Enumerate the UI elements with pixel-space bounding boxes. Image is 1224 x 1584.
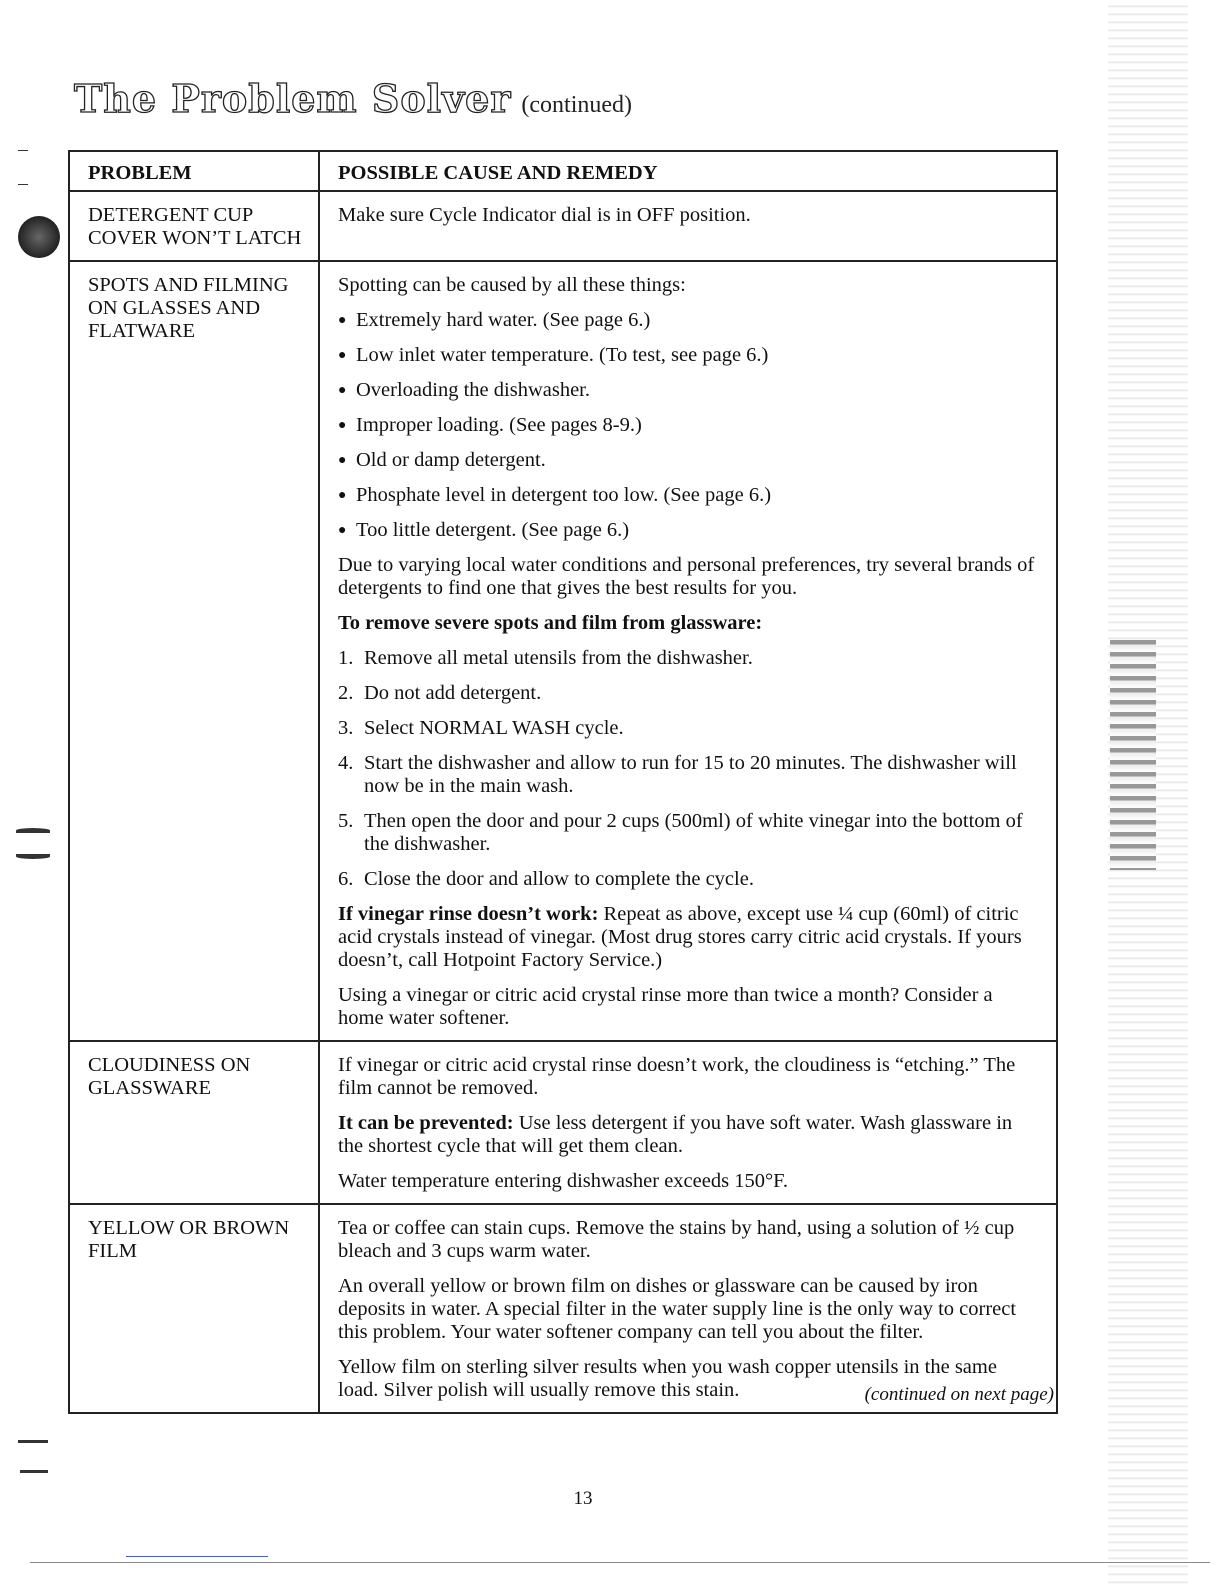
table-row <box>69 191 1057 261</box>
bullet-text: Overloading the dishwasher. <box>356 379 590 401</box>
step-number: 5. <box>338 810 354 832</box>
bullet-dot-icon: ● <box>338 383 347 398</box>
problem-line: FLATWARE <box>88 320 196 342</box>
scan-edge-artifact <box>1108 0 1188 1584</box>
bullet-dot-icon: ● <box>338 313 347 328</box>
step-text: Do not add detergent. <box>364 682 542 704</box>
remedy-bold-label: It can be prevented: <box>338 1112 514 1134</box>
problem-line: SPOTS AND FILMING <box>88 274 289 296</box>
bullet-text: Old or damp detergent. <box>356 449 546 471</box>
problem-cell <box>69 1204 319 1413</box>
margin-mark <box>16 854 50 859</box>
remedy-text: Tea or coffee can stain cups. Remove the stains by hand, using a solution of ½ cup bleach and 3 cups warm water. <box>338 1217 1015 1262</box>
step-item <box>338 717 1042 740</box>
remedy-subheading: To remove severe spots and film from glassware: <box>338 612 763 634</box>
bullet-item <box>338 519 1042 542</box>
page-title-suffix: (continued) <box>521 92 632 118</box>
remedy-inline-text: Repeat as above, except use ¼ cup (60ml) of citric acid crystals instead of vinegar. (Most drug stores carry citric acid crystals. If yours doesn’t, call Hotpoint Factory Service.) <box>338 903 1022 971</box>
remedy-intro: Spotting can be caused by all these things: <box>338 274 686 296</box>
step-text: Close the door and allow to complete the cycle. <box>364 868 754 890</box>
step-number: 4. <box>338 752 354 774</box>
page-title-main: The Problem Solver <box>74 76 512 121</box>
scan-edge-dark-block <box>1110 640 1156 870</box>
step-item <box>338 868 1042 891</box>
problem-line: FILM <box>88 1240 137 1262</box>
binder-hole <box>18 216 60 258</box>
step-text: Start the dishwasher and allow to run for 15 to 20 minutes. The dishwasher will now be in the main wash. <box>364 752 1017 797</box>
margin-mark <box>18 1440 48 1443</box>
step-number: 3. <box>338 717 354 739</box>
step-number: 6. <box>338 868 354 890</box>
step-item <box>338 752 1042 798</box>
remedy-text: Yellow film on sterling silver results when you wash copper utensils in the same load. Silver polish will usually remove this stain. <box>338 1356 997 1401</box>
bullet-text: Low inlet water temperature. (To test, see page 6.) <box>356 344 769 366</box>
bullet-dot-icon: ● <box>338 348 347 363</box>
remedy-cell <box>319 1041 1057 1204</box>
problem-line: ON GLASSES AND <box>88 297 260 319</box>
page-bottom-blue-rule <box>126 1556 268 1557</box>
problem-cell <box>69 261 319 1041</box>
bullet-dot-icon: ● <box>338 418 347 433</box>
bullet-item <box>338 309 1042 332</box>
margin-mark <box>18 150 28 151</box>
remedy-text: Using a vinegar or citric acid crystal rinse more than twice a month? Consider a home water softener. <box>338 984 993 1029</box>
remedy-cell <box>319 191 1057 261</box>
column-header-problem: PROBLEM <box>69 151 319 191</box>
step-item <box>338 810 1042 856</box>
bullet-text: Too little detergent. (See page 6.) <box>356 519 630 541</box>
remedy-text: Make sure Cycle Indicator dial is in OFF position. <box>338 204 751 226</box>
problem-cell <box>69 1041 319 1204</box>
bullet-text: Improper loading. (See pages 8-9.) <box>356 414 642 436</box>
column-header-remedy: POSSIBLE CAUSE AND REMEDY <box>319 151 1057 191</box>
problem-cell <box>69 191 319 261</box>
margin-mark <box>16 828 50 833</box>
bullet-text: Phosphate level in detergent too low. (See page 6.) <box>356 484 772 506</box>
problem-line: YELLOW OR BROWN <box>88 1217 290 1239</box>
problem-line: DETERGENT CUP <box>88 204 254 226</box>
remedy-cell <box>319 261 1057 1041</box>
bullet-item <box>338 449 1042 472</box>
margin-mark <box>18 184 28 185</box>
step-item <box>338 647 1042 670</box>
remedy-text: An overall yellow or brown film on dishes or glassware can be caused by iron deposits in water. A special filter in the water supply line is the only way to correct this problem. Your water softener company can tell you about the filter. <box>338 1275 1017 1343</box>
bullet-item <box>338 344 1042 367</box>
step-item <box>338 682 1042 705</box>
table-row <box>69 261 1057 1041</box>
step-text: Then open the door and pour 2 cups (500ml) of white vinegar into the bottom of the dishwasher. <box>364 810 1023 855</box>
step-number: 2. <box>338 682 354 704</box>
table-header-row <box>69 151 1057 191</box>
bullet-dot-icon: ● <box>338 488 347 503</box>
problem-line: GLASSWARE <box>88 1077 212 1099</box>
remedy-text <box>338 1112 1042 1158</box>
table-row <box>69 1204 1057 1413</box>
bullet-item <box>338 414 1042 437</box>
problem-line: CLOUDINESS ON <box>88 1054 251 1076</box>
problem-solver-table <box>68 150 1058 1414</box>
bullet-dot-icon: ● <box>338 523 347 538</box>
remedy-bold-label: If vinegar rinse doesn’t work: <box>338 903 599 925</box>
bullet-text: Extremely hard water. (See page 6.) <box>356 309 651 331</box>
remedy-text: If vinegar or citric acid crystal rinse doesn’t work, the cloudiness is “etching.” The film cannot be removed. <box>338 1054 1016 1099</box>
table-row <box>69 1041 1057 1204</box>
remedy-text <box>338 903 1042 972</box>
bullet-item <box>338 484 1042 507</box>
step-text: Remove all metal utensils from the dishwasher. <box>364 647 753 669</box>
problem-line: COVER WON’T LATCH <box>88 227 302 249</box>
page-bottom-rule <box>30 1562 1210 1563</box>
bullet-item <box>338 379 1042 402</box>
remedy-cell <box>319 1204 1057 1413</box>
remedy-text: Due to varying local water conditions and personal preferences, try several brands of detergents to find one that gives the best results for you. <box>338 554 1035 599</box>
margin-mark <box>20 1470 48 1473</box>
page-title <box>74 76 632 122</box>
continued-note: (continued on next page) <box>864 1384 1054 1405</box>
step-text: Select NORMAL WASH cycle. <box>364 717 624 739</box>
step-number: 1. <box>338 647 354 669</box>
remedy-text: Water temperature entering dishwasher exceeds 150°F. <box>338 1170 789 1192</box>
remedy-inline-text: Use less detergent if you have soft water. Wash glassware in the shortest cycle that will get them clean. <box>338 1112 1013 1157</box>
bullet-dot-icon: ● <box>338 453 347 468</box>
page-number: 13 <box>573 1488 593 1509</box>
